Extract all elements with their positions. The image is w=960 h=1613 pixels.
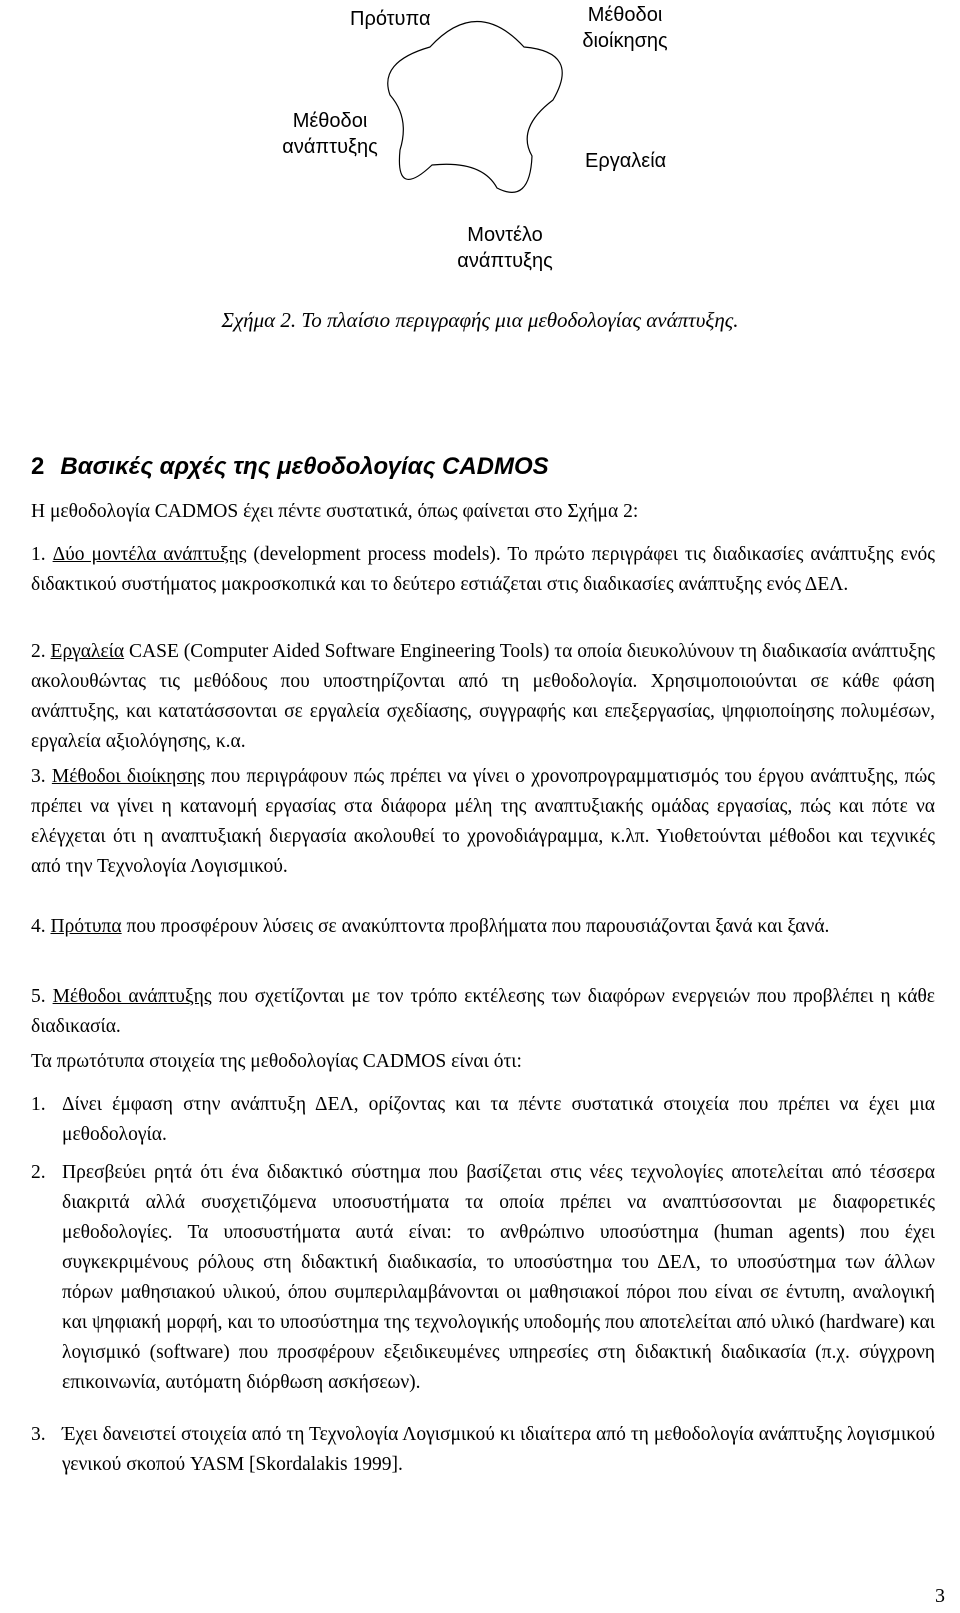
section-number: 2 [31,453,45,480]
item-number: 4. [31,916,46,937]
item-text: Δίνει έμφαση στην ανάπτυξη ΔΕΛ, ορίζοντας και τα πέντε συστατικά στοιχεία που πρέπει να έχει μια μεθοδολογία. [62,1094,935,1145]
list-item-component-2 [31,637,935,757]
label-protypa: Πρότυπα [350,8,431,30]
list-item-prototype-2 [31,1158,935,1398]
star-outline [388,22,562,193]
list-item-component-4 [31,912,935,942]
item-number: 1. [31,1094,46,1115]
list-item-prototype-1 [31,1090,935,1150]
figure-2 [0,0,960,290]
prototypes-intro: Τα πρωτότυπα στοιχεία της μεθοδολογίας CADMOS είναι ότι: [31,1051,522,1072]
item-term: Πρότυπα [50,916,122,937]
item-term: Μέθοδοι διοίκησης [51,766,205,787]
item-text: που περιγράφουν πώς πρέπει να γίνει ο χρονοπρογραμματισμός του έργου ανάπτυξης, πώς πρέπει να γίνει η κατανομή εργασίας στα διάφορα μέλη της αναπτυξιακής ομάδας εργασίας, πώς και πότε να ελέγχεται ότι η αναπτυξιακή διεργασία ακολουθεί το χρονοδιάγραμμα, κ.λπ. Υιοθετούνται μέθοδοι και τεχνικές από την Τεχνολογία Λογισμικού. [31,766,936,877]
item-text: (development process models). Το πρώτο περιγράφει τις διαδικασίες ανάπτυξης ενός διδακτικού συστήματος μακροσκοπικά και το δεύτερο εστιάζεται στις διαδικασίες ανάπτυξης ενός ΔΕΛ. [31,544,935,595]
item-text: Έχει δανειστεί στοιχεία από τη Τεχνολογία Λογισμικού κι ιδιαίτερα από τη μεθοδολογία ανάπτυξης λογισμικού γενικού σκοπού YASM [Skordalakis 1999]. [62,1424,935,1475]
figure-caption: Σχήμα 2. Το πλαίσιο περιγραφής μια μεθοδολογίας ανάπτυξης. [221,308,739,332]
label-ergaleia: Εργαλεία [585,150,667,172]
item-number: 3. [31,1424,46,1445]
list-item-prototype-3 [31,1420,935,1480]
item-number: 5. [31,986,46,1007]
item-text: που προσφέρουν λύσεις σε ανακύπτοντα προβλήματα που παρουσιάζονται ξανά και ξανά. [121,916,830,937]
item-term: Μέθοδοι ανάπτυξης [52,986,212,1007]
item-text: που σχετίζονται με τον τρόπο εκτέλεσης των διαφόρων ενεργειών που προβλέπει η κάθε διαδικασία. [31,986,935,1037]
section-heading [31,453,549,481]
page-number: 3 [935,1585,945,1607]
item-term: Εργαλεία [50,641,125,662]
item-number: 1. [31,544,46,565]
list-item-component-1 [31,540,935,600]
label-montelo-anaptyxis: Μοντέλο ανάπτυξης [457,224,553,272]
item-text: CASE (Computer Aided Software Engineering Tools) τα οποία διευκολύνουν τη διαδικασία ανάπτυξης ακολουθώντας τις μεθόδους που υποστηρίζονται από τη μεθοδολογία. Χρησιμοποιούνται σε κάθε φάση ανάπτυξης, και κατατάσσονται σε εργαλεία σχεδίασης, συγγραφής και επεξεργασίας, ψηφιοποίησης πολυμέσων, εργαλεία αξιολόγησης, κ.α. [31,641,936,752]
section-title: Βασικές αρχές της μεθοδολογίας CADMOS [60,453,549,480]
label-methodoi-dioikisis: Μέθοδοι διοίκησης [582,4,668,52]
label-methodoi-anaptyxis: Μέθοδοι ανάπτυξης [282,110,378,158]
item-number: 2. [31,1162,46,1183]
item-term: Δύο μοντέλα ανάπτυξης [52,544,247,565]
list-item-component-3 [31,762,935,882]
intro-paragraph: Η μεθοδολογία CADMOS έχει πέντε συστατικά, όπως φαίνεται στο Σχήμα 2: [31,501,639,522]
list-item-component-5 [31,982,935,1042]
item-number: 2. [31,641,46,662]
item-number: 3. [31,766,46,787]
item-text: Πρεσβεύει ρητά ότι ένα διδακτικό σύστημα που βασίζεται στις νέες τεχνολογίες αποτελείται από τέσσερα διακριτά αλλά συσχετιζόμενα υποσυστήματα τα οποία πρέπει να αναπτύσσονται με διαφορετικές μεθοδολογίες. Τα υποσυστήματα αυτά είναι: το ανθρώπινο υποσύστημα (human agents) που έχει συγκεκριμένους ρόλους στη διδακτική διαδικασία, το υποσύστημα του ΔΕΛ, το υποσύστημα των άλλων πόρων μαθησιακού υλικού, όπου συμπεριλαμβάνονται οι μαθησιακοί πόροι που είναι σε έντυπη, αναλογική και ψηφιακή μορφή, και το υποσύστημα της τεχνολογικής υποδομής που αποτελείται από υλικό (hardware) και λογισμικό (software) που προσφέρουν εξειδικευμένες υπηρεσίες στη διδακτική διαδικασία (π.χ. σύγχρονη επικοινωνία, αυτόματη διόρθωση ασκήσεων). [62,1162,935,1393]
